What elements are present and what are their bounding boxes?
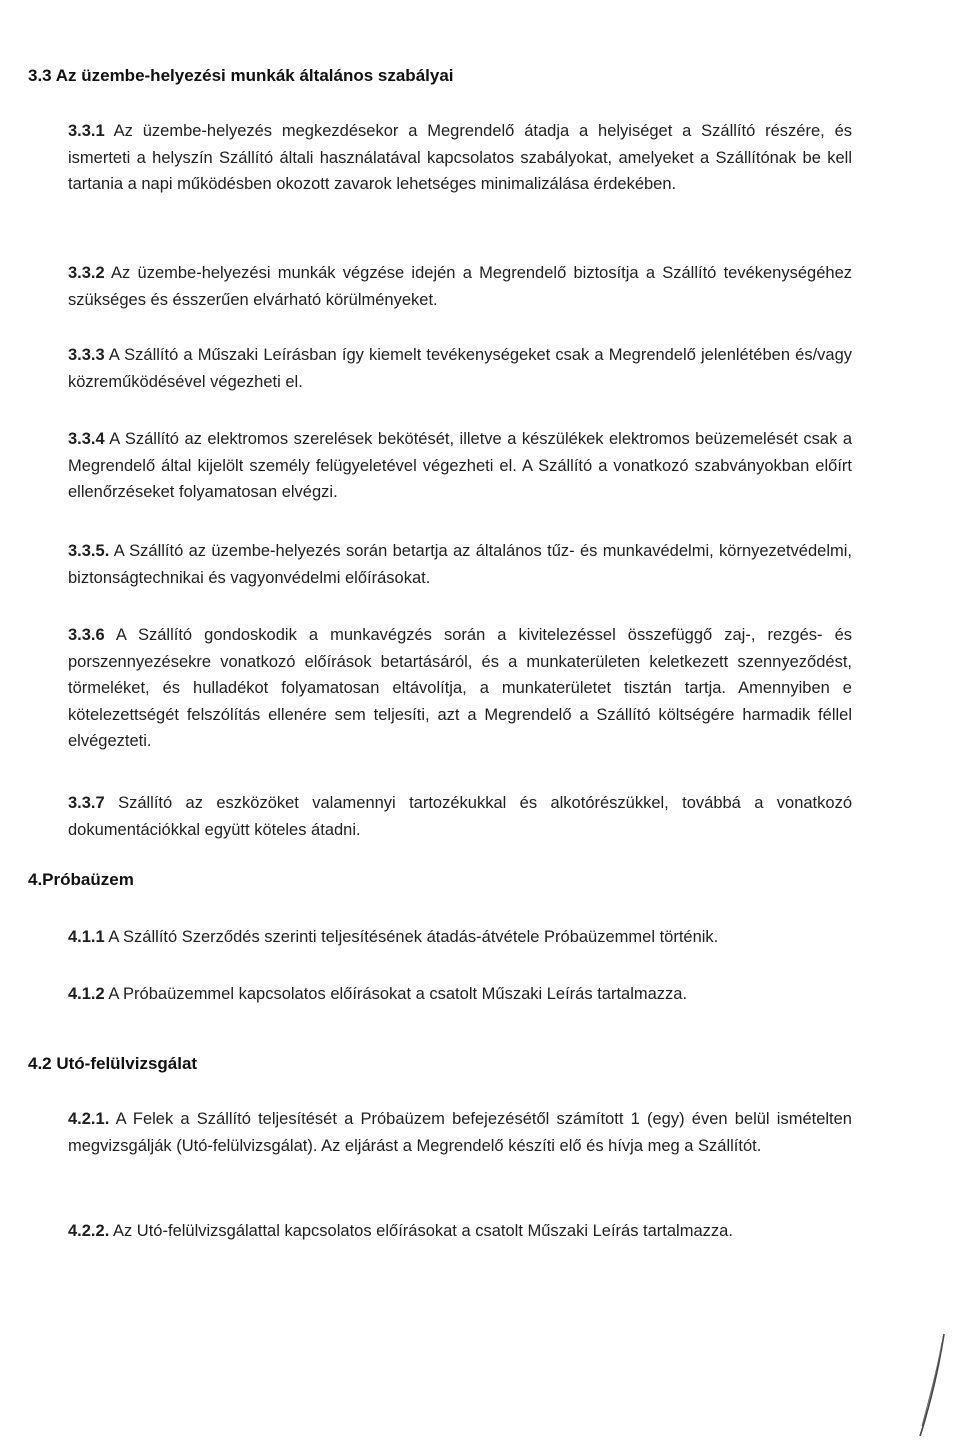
paragraph-3-3-1 xyxy=(68,118,852,198)
paragraph-text: Az üzembe-helyezés megkezdésekor a Megrendelő átadja a helyiséget a Szállító részére, és ismerteti a helyszín Szállító általi használatával kapcsolatos szabályokat, amelyeket a Szállítónak be kell tartania a napi működésben okozott zavarok lehetséges minimalizálása érdekében. xyxy=(68,122,852,193)
paragraph-number: 3.3.7 xyxy=(68,794,105,812)
signature-icon xyxy=(900,1330,960,1440)
paragraph-text: Szállító az eszközöket valamennyi tartozékukkal és alkotórészükkel, továbbá a vonatkozó dokumentációkkal együtt köteles átadni. xyxy=(68,794,852,839)
paragraph-number: 3.3.6 xyxy=(68,626,105,644)
paragraph-number: 4.1.1 xyxy=(68,928,105,946)
paragraph-text: A Szállító gondoskodik a munkavégzés során a kivitelezéssel összefüggő zaj-, rezgés- és porszennyezésekre vonatkozó előírások betartásáról, és a munkaterületen keletkezett szennyeződést, törmeléket, és hulladékot folyamatosan eltávolítja, a munkaterületet tisztán tartja. Amennyiben e kötelezettségét felszólítás ellenére sem teljesíti, azt a Megrendelő a Szállító költségére harmadik féllel elvégezteti. xyxy=(68,626,852,750)
paragraph-number: 3.3.1 xyxy=(68,122,105,140)
paragraph-number: 3.3.4 xyxy=(68,430,105,448)
paragraph-text: A Próbaüzemmel kapcsolatos előírásokat a csatolt Műszaki Leírás tartalmazza. xyxy=(104,985,688,1003)
paragraph-text: A Felek a Szállító teljesítését a Próbaüzem befejezésétől számított 1 (egy) éven belül ismételten megvizsgálják (Utó-felülvizsgálat). Az eljárást a Megrendelő készíti elő és hívja meg a Szállítót. xyxy=(68,1110,852,1155)
paragraph-3-3-2 xyxy=(68,260,852,313)
paragraph-number: 4.2.2. xyxy=(68,1222,110,1240)
paragraph-number: 4.2.1. xyxy=(68,1110,110,1128)
paragraph-3-3-4 xyxy=(68,426,852,506)
paragraph-text: Az Utó-felülvizsgálattal kapcsolatos előírásokat a csatolt Műszaki Leírás tartalmazza. xyxy=(109,1222,733,1240)
paragraph-text: A Szállító az elektromos szerelések bekötését, illetve a készülékek elektromos beüzemelését csak a Megrendelő által kijelölt személy felügyeletével végezheti el. A Szállító a vonatkozó szabványokban előírt ellenőrzéseket folyamatosan elvégzi. xyxy=(68,430,852,501)
section-4-heading: 4.Próbaüzem xyxy=(28,870,134,889)
section-4-2-heading: 4.2 Utó-felülvizsgálat xyxy=(28,1054,198,1073)
paragraph-number: 3.3.3 xyxy=(68,346,105,364)
paragraph-4-1-2 xyxy=(68,981,852,1008)
paragraph-text: A Szállító Szerződés szerinti teljesítésének átadás-átvétele Próbaüzemmel történik. xyxy=(104,928,719,946)
paragraph-text: A Szállító az üzembe-helyezés során betartja az általános tűz- és munkavédelmi, környezetvédelmi, biztonságtechnikai és vagyonvédelmi előírásokat. xyxy=(68,542,852,587)
paragraph-3-3-3 xyxy=(68,342,852,395)
paragraph-3-3-5 xyxy=(68,538,852,591)
paragraph-4-2-2 xyxy=(68,1218,852,1245)
paragraph-4-2-1 xyxy=(68,1106,852,1159)
paragraph-number: 3.3.2 xyxy=(68,264,105,282)
section-3-3-heading: 3.3 Az üzembe-helyezési munkák általános szabályai xyxy=(28,66,454,85)
paragraph-text: Az üzembe-helyezési munkák végzése idején a Megrendelő biztosítja a Szállító tevékenységéhez szükséges és ésszerűen elvárható körülményeket. xyxy=(68,264,852,309)
paragraph-3-3-7 xyxy=(68,790,852,843)
paragraph-3-3-6 xyxy=(68,622,852,755)
paragraph-number: 4.1.2 xyxy=(68,985,105,1003)
paragraph-text: A Szállító a Műszaki Leírásban így kiemelt tevékenységeket csak a Megrendelő jelenlétében és/vagy közreműködésével végezheti el. xyxy=(68,346,852,391)
paragraph-number: 3.3.5. xyxy=(68,542,110,560)
paragraph-4-1-1 xyxy=(68,924,852,951)
